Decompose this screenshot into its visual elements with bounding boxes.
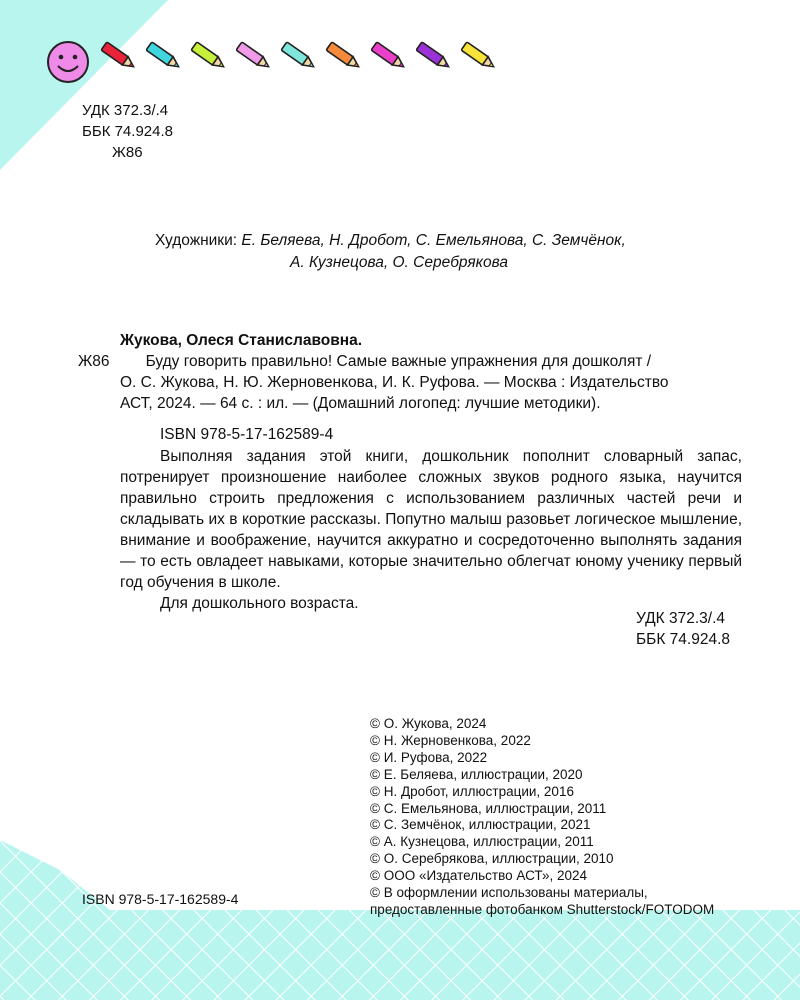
footer-isbn: ISBN 978-5-17-162589-4	[82, 891, 239, 907]
copyright-line: © О. Серебрякова, иллюстрации, 2010	[370, 851, 614, 867]
record-line3: АСТ, 2024. — 64 с. : ил. — (Домашний логопед: лучшие методики).	[120, 395, 601, 412]
pencil-icon	[236, 42, 271, 71]
pencil-icon	[371, 42, 406, 71]
record-line1: Буду говорить правильно! Самые важные упражнения для дошколят /	[145, 353, 652, 370]
pencil-icon	[416, 42, 451, 71]
record-isbn: ISBN 978-5-17-162589-4	[160, 426, 334, 443]
record-sign: Ж86	[78, 353, 110, 370]
bbk-code-repeat: ББК 74.924.8	[636, 631, 731, 648]
bibliographic-record	[78, 330, 693, 445]
copyright-line: © Н. Жерновенкова, 2022	[370, 732, 531, 748]
copyright-line: © Н. Дробот, иллюстрации, 2016	[370, 783, 574, 799]
copyright-line: © И. Руфова, 2022	[370, 749, 488, 765]
pencil-icon	[281, 42, 316, 71]
illustrators-names-line2: А. Кузнецова, О. Серебрякова	[290, 254, 508, 271]
pencil-row	[0, 0, 520, 100]
pencil-icon	[191, 42, 226, 71]
udk-code-repeat: УДК 372.3/.4	[636, 610, 726, 627]
pencil-icon	[101, 42, 136, 71]
copyright-line: © А. Кузнецова, иллюстрации, 2011	[370, 834, 594, 850]
smiley-icon	[48, 42, 88, 82]
copyright-list	[370, 716, 714, 919]
copyright-line: предоставленные фотобанком Shutterstock/FOTODOM	[370, 901, 715, 917]
pencil-icon	[146, 42, 181, 71]
description-text: Выполняя задания этой книги, дошкольник пополнит словарный запас, потренирует произношение наиболее сложных звуков родного языка, научится правильно строить предложения с использованием различных частей речи и складывать их в короткие рассказы. Попутно малыш разовьет логическое мышление, внимание и воображение, научится аккуратно и сосредоточенно выполнять задания — то есть овладеет навыками, которые значительно облегчат юному ученику первый год обучения в школе.	[120, 448, 742, 591]
bbk-code: ББК 74.924.8	[82, 123, 173, 140]
udk-code: УДК 372.3/.4	[82, 102, 169, 119]
illustrators-names-line1: Е. Беляева, Н. Дробот, С. Емельянова, С. Земчёнок,	[241, 232, 626, 249]
author-sign: Ж86	[112, 144, 143, 161]
illustrators-label: Художники:	[155, 232, 238, 249]
copyright-line: © ООО «Издательство АСТ», 2024	[370, 868, 588, 884]
book-description	[120, 446, 742, 614]
author-heading: Жукова, Олеся Станиславовна.	[120, 332, 363, 349]
pencil-icon	[326, 42, 361, 71]
copyright-line: © Е. Беляева, иллюстрации, 2020	[370, 766, 583, 782]
pencil-icon	[461, 42, 496, 71]
age-rating: Для дошкольного возраста.	[160, 595, 359, 612]
copyright-line: © В оформлении использованы материалы,	[370, 885, 648, 901]
copyright-line: © С. Земчёнок, иллюстрации, 2021	[370, 817, 591, 833]
copyright-line: © О. Жукова, 2024	[370, 716, 487, 731]
record-line2: О. С. Жукова, Н. Ю. Жерновенкова, И. К. Руфова. — Москва : Издательство	[120, 374, 669, 391]
copyright-line: © С. Емельянова, иллюстрации, 2011	[370, 800, 607, 816]
illustrators-credit	[155, 230, 755, 274]
